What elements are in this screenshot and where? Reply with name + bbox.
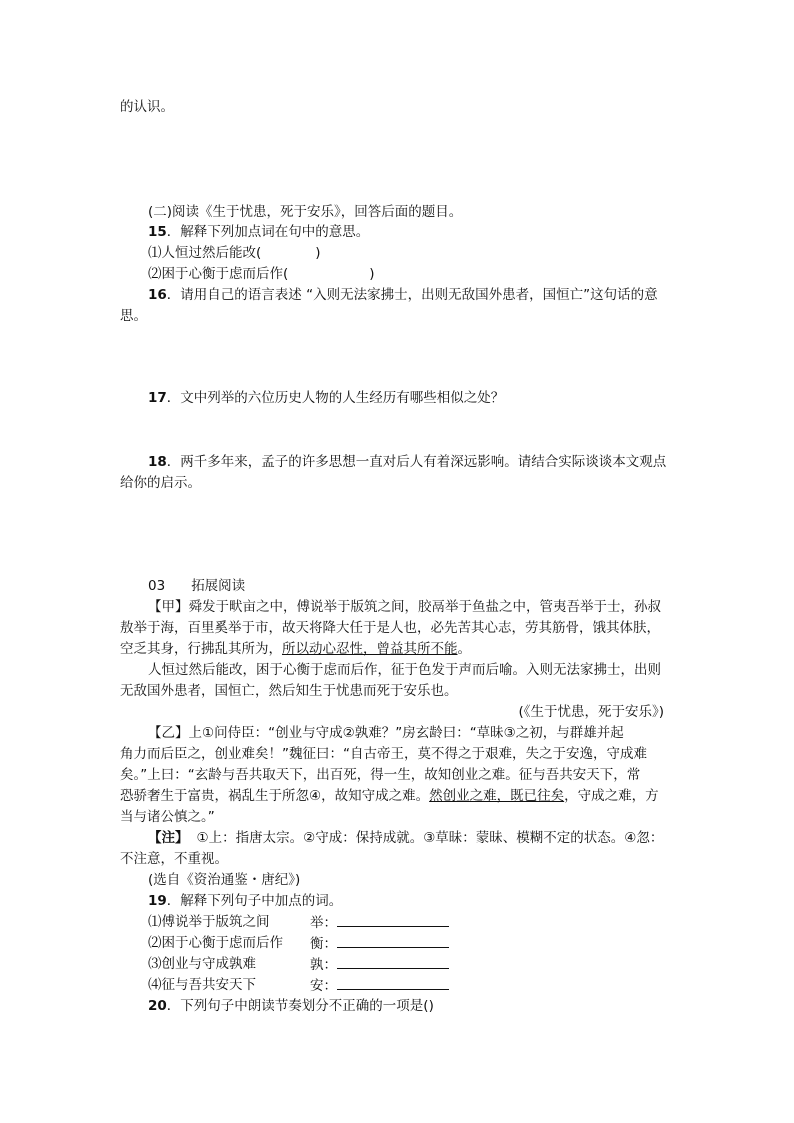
q18-number: 18 — [148, 454, 167, 470]
q20-stem: ．下列句子中朗读节奏划分不正确的一项是() — [166, 998, 434, 1014]
note-line2: 不注意，不重视。 — [120, 851, 228, 867]
question-18 — [148, 452, 666, 472]
passage-jia-line4: 人恒过然后能改，困于心衡于虑而后作，征于色发于声而后喻。入则无法家拂士，出则 — [148, 662, 661, 678]
answer-blank[interactable] — [337, 975, 449, 990]
passage-yi-line4: 恐骄奢生于富贵，祸乱生于所忽④，故知守成之难。然创业之难，既已往矣，守成之难，方 — [120, 788, 659, 804]
passage-jia-line3: 空乏其身，行拂乱其所为，所以动心忍性，曾益其所不能。 — [120, 641, 471, 657]
q19-item-2: ⑵困于心衡于虑而后作 衡： — [148, 933, 283, 953]
passage-yi-line5: 当与诸公慎之。” — [120, 809, 215, 825]
q17-number: 17 — [148, 390, 167, 406]
q19-item-1: ⑴傅说举于版筑之间 举： — [148, 912, 270, 932]
q16-stem-line2: 思。 — [120, 308, 147, 324]
question-17 — [148, 388, 504, 408]
q19-item-4: ⑷征与吾共安天下 安： — [148, 975, 256, 995]
answer-blank[interactable] — [337, 933, 449, 948]
passage-jia-line5: 无敌国外患者，国恒亡，然后知生于忧患而死于安乐也。 — [120, 683, 458, 699]
q15-item-1: ⑴人恒过然后能改( ) — [148, 245, 321, 261]
q18-stem-line2: 给你的启示。 — [120, 475, 201, 491]
question-16 — [148, 285, 658, 305]
passage-yi-line2: 角力而后臣之，创业难矣！”魏征曰：“自古帝王，莫不得之于艰难，失之于安逸，守成难 — [120, 746, 647, 762]
section3-title: 拓展阅读 — [191, 578, 246, 594]
section2-heading: (二)阅读《生于忧患，死于安乐》，回答后面的题目。 — [148, 204, 463, 220]
passage-jia-line1: 【甲】舜发于畎亩之中，傅说举于版筑之间，胶鬲举于鱼盐之中，管夷吾举于士，孙叔 — [148, 599, 661, 615]
passage-jia-source: (《生于忧患，死于安乐》) — [518, 704, 664, 720]
passage-jia-underlined: 所以动心忍性，曾益其所不能 — [282, 641, 458, 657]
q15-item-2: ⑵困于心衡于虑而后作( ) — [148, 266, 375, 282]
answer-blank[interactable] — [337, 954, 449, 969]
q17-stem: ．文中列举的六位历史人物的人生经历有哪些相似之处？ — [166, 390, 505, 406]
q19-item-3: ⑶创业与守成孰难 孰： — [148, 954, 256, 974]
q16-stem-line1: ．请用自己的语言表述 “入则无法家拂士，出则无敌国外患者，国恒亡”这句话的意 — [166, 287, 658, 303]
passage-yi-line1: 【乙】上①问侍臣：“创业与守成②孰难？”房玄龄曰：“草昧③之初，与群雄并起 — [148, 725, 624, 741]
note-line1: 【注】 ①上：指唐太宗。②守成：保持成就。③草昧：蒙昧、模糊不定的状态。④忽： — [148, 830, 664, 846]
question-19 — [148, 891, 342, 911]
q18-stem-line1: ．两千多年来，孟子的许多思想一直对后人有着深远影响。请结合实际谈谈本文观点 — [166, 454, 667, 470]
passage-jia-label: 【甲】 — [148, 599, 189, 615]
passage-yi-label: 【乙】 — [148, 725, 189, 741]
q15-number: 15 — [148, 224, 167, 240]
note-source: (选自《资治通鉴・唐纪》) — [148, 872, 301, 888]
q20-number: 20 — [148, 998, 167, 1014]
intro-tail: 的认识。 — [120, 99, 174, 115]
q16-number: 16 — [148, 287, 167, 303]
q19-number: 19 — [148, 893, 167, 909]
passage-yi-underlined: 然创业之难，既已往矣 — [429, 788, 565, 804]
section3-heading — [148, 576, 245, 596]
q19-stem: ．解释下列句子中加点的词。 — [166, 893, 343, 909]
question-20 — [148, 996, 434, 1016]
section3-number: 03 — [148, 578, 166, 594]
passage-jia-line2: 敖举于海，百里奚举于市，故天将降大任于是人也，必先苦其心志，劳其筋骨，饿其体肤， — [120, 620, 660, 636]
passage-yi-line3: 矣。”上曰：“玄龄与吾共取天下，出百死，得一生，故知创业之难。征与吾共安天下，常 — [120, 767, 641, 783]
question-15 — [148, 222, 369, 242]
answer-blank[interactable] — [337, 912, 449, 927]
note-label: 【注】 — [148, 830, 189, 846]
q15-stem: ．解释下列加点词在句中的意思。 — [166, 224, 370, 240]
